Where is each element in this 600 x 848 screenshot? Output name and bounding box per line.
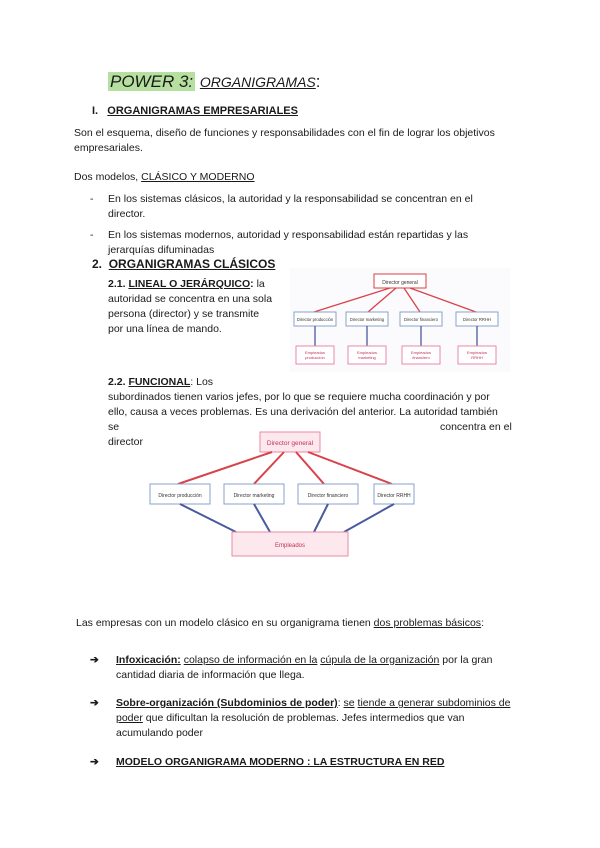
page-title: [108, 72, 321, 92]
employee-box-label: producción: [305, 355, 325, 360]
problem1-underlined-1: colapso de información en la: [183, 654, 318, 666]
mid-box-label: Director producción: [296, 317, 334, 322]
problem2-line-3: acumulando poder: [116, 727, 203, 739]
mid-box-label: Director producción: [158, 493, 202, 499]
employee-box-label: Empleados: [466, 350, 488, 355]
bullet-classic: [90, 192, 473, 222]
section1-heading: [92, 104, 298, 119]
mid-box-label: Director RRHH: [463, 317, 491, 322]
problem1-name: Infoxicación:: [116, 654, 181, 666]
problem1-rest: por la gran: [439, 654, 493, 666]
employee-box-label: Empleados: [356, 350, 378, 355]
problems-intro-suffix: :: [481, 617, 484, 629]
models-prefix: Dos modelos,: [74, 171, 142, 183]
edge: [180, 504, 236, 532]
problem2-colon: :: [337, 697, 344, 709]
lineal-org-chart: [290, 268, 510, 372]
bullet-text-line: jerarquías difuminadas: [108, 244, 215, 256]
mid-boxes: [150, 484, 414, 504]
problem2-underlined-2: tiende a generar subdominios de: [357, 697, 511, 709]
modern-model-heading: [90, 755, 530, 770]
problem-sobreorganizacion: [90, 696, 530, 741]
mid-box-label: Director marketing: [233, 493, 275, 499]
mid-box-label: Director marketing: [349, 317, 385, 322]
top-box-label: Director general: [382, 280, 418, 286]
employee-box-label: Empleados: [304, 350, 326, 355]
sub2-line-4-left: se: [108, 421, 120, 433]
sub1-line-2: autoridad se concentra en una sola: [108, 293, 273, 305]
modern-model-text: MODELO ORGANIGRAMA MODERNO : LA ESTRUCTURA EN RED: [116, 756, 445, 768]
problem-infoxicacion: [90, 653, 530, 683]
sub2-line-5: director: [108, 436, 144, 448]
definition-line-2: empresariales.: [74, 142, 143, 154]
title-subtitle: ORGANIGRAMAS: [199, 74, 316, 90]
arrow-icon: ➔: [90, 697, 99, 709]
problem1-line-2: cantidad diaria de información que llega.: [116, 669, 305, 681]
sub2-rest: : Los: [190, 376, 214, 388]
models-line: [74, 170, 255, 185]
employees-box-label: Empleados: [274, 543, 306, 549]
section1-number: I.: [92, 105, 99, 117]
sub1-line-4: por una línea de mando.: [108, 323, 222, 335]
edge: [344, 504, 394, 532]
sub1-name: LINEAL O JERÁRQUICO: [128, 278, 251, 290]
top-box-label: Director general: [266, 440, 314, 447]
sub2-line-3: ello, causa a veces problemas. Es una derivación del anterior. La autoridad también: [108, 406, 498, 418]
problem2-rest: que dificultan la resolución de problemas. Jefes intermedios que van: [142, 712, 465, 724]
functional-org-chart: [148, 428, 418, 562]
sub1-colon: :: [250, 278, 254, 290]
bullet-text-line: director.: [108, 208, 146, 220]
employee-box-label: RRHH: [471, 355, 483, 360]
problem2-underlined-1: se: [343, 697, 355, 709]
section2-heading: [92, 257, 275, 271]
edge: [314, 504, 328, 532]
subsection-funcional-line-1: [108, 375, 213, 390]
problems-intro-link: dos problemas básicos: [373, 617, 482, 629]
sub2-number: 2.2.: [108, 376, 126, 388]
edge: [254, 504, 270, 532]
problems-intro: [76, 616, 484, 631]
mid-box-label: Director financiero: [307, 493, 349, 499]
sub2-line-2: subordinados tienen varios jefes, por lo que se requiere mucha coordinación y por: [108, 391, 490, 403]
bullet-dash: -: [90, 229, 94, 241]
arrow-icon: ➔: [90, 654, 99, 666]
definition-line-1: Son el esquema, diseño de funciones y responsabilidades con el fin de lograr los objetivos: [74, 127, 495, 139]
sub1-rest: la: [253, 278, 265, 290]
sub1-line-3: persona (director) y se transmite: [108, 308, 260, 320]
sub1-number: 2.1.: [108, 278, 126, 290]
mid-box-label: Director financiero: [404, 317, 438, 322]
problem2-underlined-3: poder: [116, 712, 143, 724]
arrow-icon: ➔: [90, 756, 99, 768]
section1-heading-text: ORGANIGRAMAS EMPRESARIALES: [107, 105, 298, 117]
section2-number: 2.: [92, 257, 103, 271]
section2-heading-text: ORGANIGRAMAS CLÁSICOS: [108, 257, 276, 271]
bullet-dash: -: [90, 193, 94, 205]
mid-box-label: Director RRHH: [377, 493, 411, 499]
employee-box-label: marketing: [358, 355, 376, 360]
models-link: CLÁSICO Y MODERNO: [141, 171, 255, 183]
sub2-line-4-right: concentra en el: [440, 421, 512, 433]
bullet-text-line: En los sistemas modernos, autoridad y responsabilidad están repartidas y las: [108, 229, 469, 241]
subsection-lineal: [108, 277, 272, 337]
bullet-modern: [90, 228, 468, 258]
bullet-text-line: En los sistemas clásicos, la autoridad y la responsabilidad se concentran en el: [108, 193, 473, 205]
problems-intro-prefix: Las empresas con un modelo clásico en su organigrama tienen: [76, 617, 374, 629]
sub2-name: FUNCIONAL: [128, 376, 191, 388]
employee-box-label: financiero: [412, 355, 430, 360]
title-highlight: POWER 3:: [110, 72, 194, 91]
employee-box-label: Empleados: [410, 350, 432, 355]
problem2-name: Sobre-organización (Subdominios de poder): [116, 697, 338, 709]
title-colon: :: [315, 72, 321, 91]
problem1-underlined-2: cúpula de la organización: [320, 654, 440, 666]
